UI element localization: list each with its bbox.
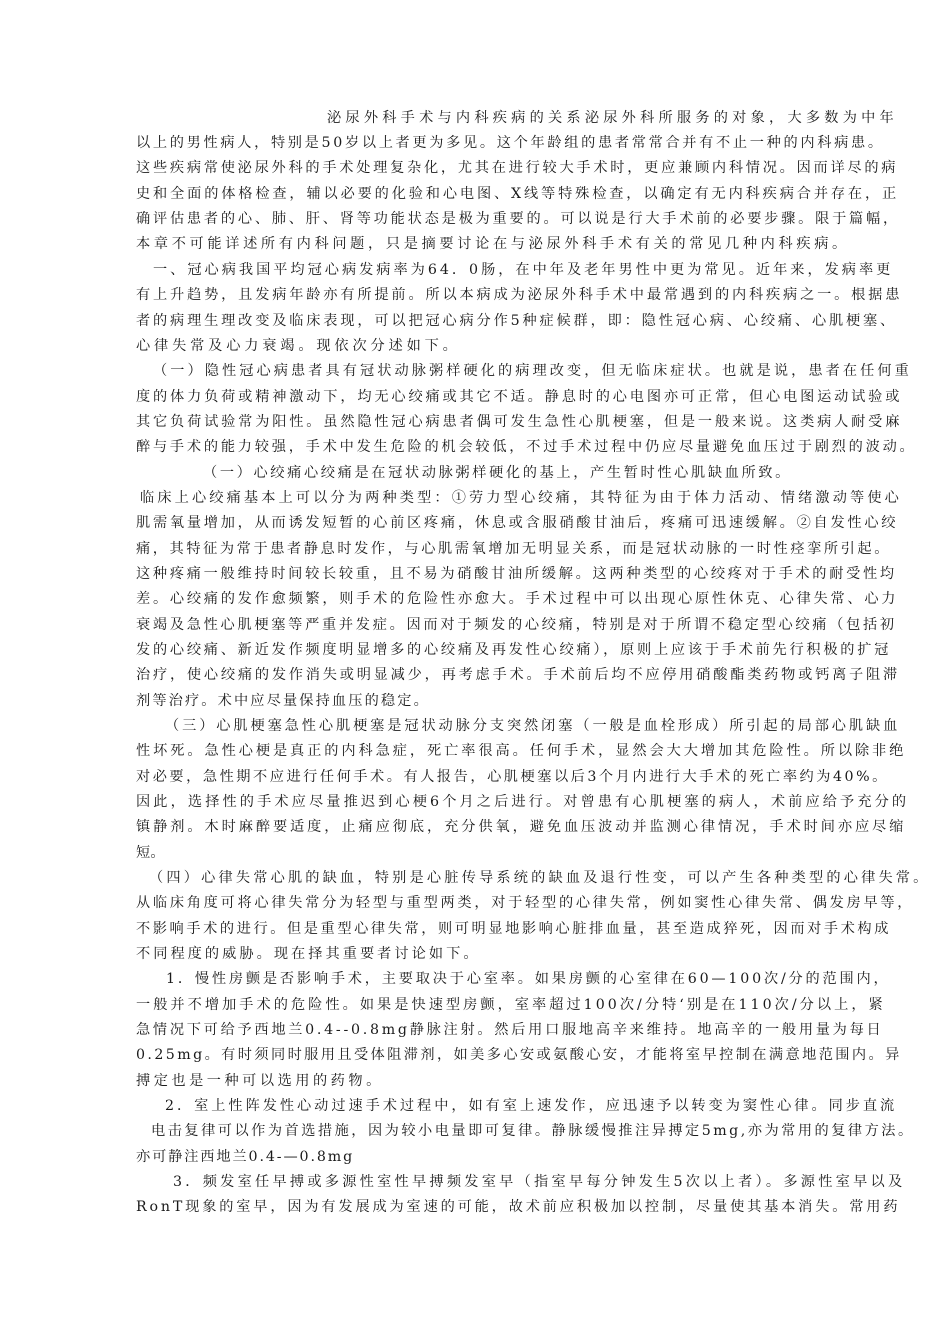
paragraph-line: （三）心肌梗塞急性心肌梗塞是冠状动脉分支突然闭塞（一般是血栓形成）所引起的局部心肌缺血 — [165, 718, 901, 734]
paragraph-line: 2．室上性阵发性心动过速手术过程中，如有室上速发作，应迅速予以转变为窦性心律。同步直流 — [165, 1098, 898, 1114]
paragraph-line: （一）心绞痛心绞痛是在冠状动脉粥样硬化的基上，产生暂时性心肌缺血所致。 — [203, 465, 792, 481]
paragraph-line: 一、冠心病我国平均冠心病发病率为64．0肠，在中年及老年男性中更为常见。近年来，发病率更 — [153, 262, 894, 278]
paragraph-line: 本章不可能详述所有内科问题，只是摘要讨论在与泌尿外科手术有关的常见几种内科疾病。 — [136, 236, 850, 252]
paragraph-line: RonT现象的室早，因为有发展成为室速的可能，故术前应积极加以控制，尽量使其基本消失。常用药 — [136, 1199, 901, 1215]
paragraph-line: 对必要，急性期不应进行任何手术。有人报告，心肌梗塞以后3个月内进行大手术的死亡率约为40%。 — [136, 769, 889, 785]
paragraph-line: 有上升趋势，且发病年龄亦有所提前。所以本病成为泌尿外科手术中最常遇到的内科疾病之一。根据患 — [136, 287, 903, 303]
paragraph-line: 肌需氧量增加，从而诱发短暂的心前区疼痛，休息或含服硝酸甘油后，疼痛可迅速缓解。②自发性心绞 — [136, 515, 899, 531]
paragraph-line: 1．慢性房颤是否影响手术，主要取决于心室率。如果房颤的心室律在60—100次/分的范围内， — [166, 971, 891, 987]
paragraph-line: 不同程度的威胁。现在择其重要者讨论如下。 — [136, 946, 481, 962]
paragraph-line: 醉与手术的能力较强，手术中发生危险的机会较低，不过手术过程中仍应尽量避免血压过于剧烈的波动。 — [136, 439, 917, 455]
paragraph-line: 从临床角度可将心律失常分为轻型与重型两类，对于轻型的心律失常，例如窦性心律失常、偶发房早等， — [136, 895, 915, 911]
paragraph-line: 镇静剂。木时麻醉要适度，止痛应彻底，充分供氧，避免血压波动并监测心律情况，手术时间亦应尽缩 — [136, 819, 907, 835]
paragraph-line: 急情况下可给予西地兰0.4--0.8mg静脉注射。然后用口服地高辛来维持。地高辛的一般用量为每日 — [136, 1022, 884, 1038]
paragraph-line: 短。 — [136, 845, 165, 861]
paragraph-line: 心律失常及心力衰竭。现依次分述如下。 — [136, 338, 461, 354]
paragraph-line: 3．频发室任早搏或多源性室性早搏频发室早（指室早每分钟发生5次以上者）。多源性室早以及 — [173, 1174, 906, 1190]
paragraph-line: 衰竭及急性心肌梗塞等严重并发症。因而对于频发的心绞痛，特别是对于所谓不稳定型心绞痛（包括初 — [136, 617, 897, 633]
paragraph-line: 治疗，使心绞痛的发作消失或明显减少，再考虑手术。手术前后均不应停用硝酸酯类药物或钙离子阻滞 — [136, 667, 900, 683]
paragraph-line: （一）隐性冠心病患者具有冠状动脉粥样硬化的病理改变，但无临床症状。也就是说，患者在任何重 — [153, 363, 912, 379]
paragraph-line: 这些疾病常使泌尿外科的手术处理复杂化，尤其在进行较大手术时，更应兼顾内科情况。因而详尽的病 — [136, 160, 899, 176]
paragraph-line: 因此，选择性的手术应尽量推迟到心梗6个月之后进行。对曾患有心肌梗塞的病人，术前应给予充分的 — [136, 794, 910, 810]
paragraph-line: 者的病理生理改变及临床表现，可以把冠心病分作5种症候群，即：隐性冠心病、心绞痛、心肌梗塞、 — [136, 313, 898, 329]
paragraph-line: 这种疼痛一般维持时间较长较重，且不易为硝酸甘油所缓解。这两种类型的心绞疼对于手术的耐受性均 — [136, 566, 897, 582]
paragraph-line: 其它负荷试验常为阳性。虽然隐性冠心病患者偶可发生急性心肌梗塞，但是一般来说。这类病人耐受麻 — [136, 414, 903, 430]
paragraph-line: 电击复律可以作为首选措施，因为较小电量即可复律。静脉缓慢推注异搏定5mg,亦为常用的复律方法。 — [151, 1123, 915, 1139]
paragraph-line: 发的心绞痛、新近发作频度明显增多的心绞痛及再发性心绞痛），原则上应该于手术前先行积极的扩冠 — [136, 642, 892, 658]
paragraph-line: 性坏死。急性心梗是真正的内科急症，死亡率很高。任何手术，显然会大大增加其危险性。所以除非绝 — [136, 743, 907, 759]
paragraph-line: 0.25mg。有时须同时服用且受体阻滞剂，如美多心安或氨酸心安，才能将室早控制在满意地范围内。异 — [136, 1047, 902, 1063]
paragraph-line: 不影响手术的进行。但是重型心律失常，则可明显地影响心脏排血量，甚至造成猝死，因而对手术构成 — [136, 921, 891, 937]
paragraph-line: 确评估患者的心、肺、肝、肾等功能状态是极为重要的。可以说是行大手术前的必要步骤。限于篇幅， — [136, 211, 900, 227]
paragraph-line: 亦可静注西地兰0.4-—0.8mg — [136, 1149, 355, 1165]
paragraph-line: 度的体力负荷或精神激动下，均无心绞痛或其它不适。静息时的心电图亦可正常，但心电图运动试验或 — [136, 389, 903, 405]
paragraph-line: 搏定也是一种可以选用的药物。 — [136, 1073, 384, 1089]
paragraph-line: 一般并不增加手术的危险性。如果是快速型房颤，室率超过100次/分特‘别是在110次/分以上，紧 — [136, 997, 886, 1013]
paragraph-line: 差。心绞痛的发作愈频繁，则手术的危险性亦愈大。手术过程中可以出现心原性休克、心律失常、心力 — [136, 591, 899, 607]
paragraph-line: 史和全面的体格检查，辅以必要的化验和心电图、X线等特殊检查，以确定有无内科疾病合并存在，正 — [136, 186, 900, 202]
paragraph-line: 痛，其特征为常于患者静息时发作，与心肌需氧增加无明显关系，而是冠状动脉的一时性痉挛所引起。 — [136, 541, 891, 557]
paragraph-line: 临床上心绞痛基本上可以分为两种类型：①劳力型心绞痛，其特征为由于体力活动、情绪激动等使心 — [140, 490, 902, 506]
paragraph-line: （四）心律失常心肌的缺血，特别是心脏传导系统的缺血及退行性变，可以产生各种类型的心律失常。 — [149, 870, 931, 886]
paragraph-line: 泌尿外科手术与内科疾病的关系泌尿外科所服务的对象，大多数为中年 — [327, 110, 898, 126]
paragraph-line: 剂等治疗。术中应尽量保持血压的稳定。 — [136, 693, 430, 709]
paragraph-line: 以上的男性病人，特别是50岁以上者更为多见。这个年龄组的患者常常合并有不止一种的内科病患。 — [136, 135, 885, 151]
